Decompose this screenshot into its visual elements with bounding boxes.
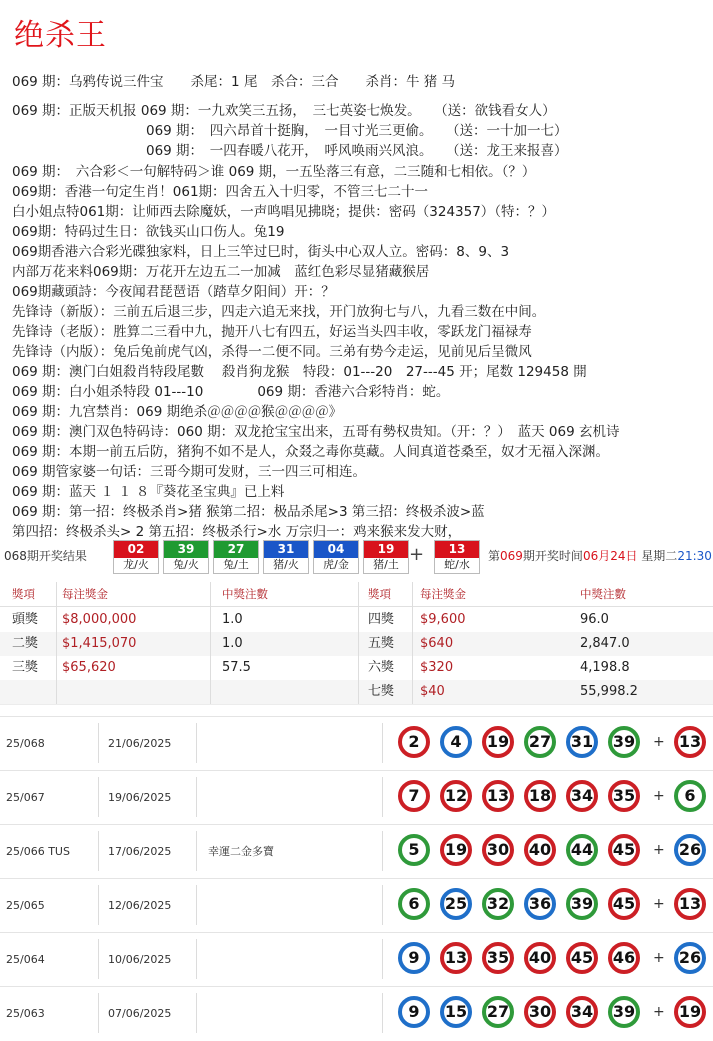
special-ball: 26 bbox=[674, 942, 706, 974]
lottery-ball: 46 bbox=[608, 942, 640, 974]
column-divider bbox=[98, 885, 99, 925]
lottery-ball: 35 bbox=[608, 780, 640, 812]
lottery-ball: 30 bbox=[524, 996, 556, 1028]
prize-row bbox=[0, 632, 713, 657]
prize-name: 四獎 bbox=[368, 612, 395, 627]
table-divider bbox=[210, 582, 211, 704]
lottery-ball: 19 bbox=[440, 834, 472, 866]
text-line: 先锋诗（新版）：三前五后退三步，四走六追无来找，开门放狗七与八，九看三数在中间。 bbox=[12, 304, 546, 320]
special-ball: 13 bbox=[674, 888, 706, 920]
draw-ball bbox=[263, 540, 309, 574]
text-line: 069 期：蓝天 １ １ ８『葵花圣宝典』已上料 bbox=[12, 484, 285, 500]
column-divider bbox=[382, 993, 383, 1033]
prize-name: 三獎 bbox=[12, 660, 39, 675]
lottery-ball: 39 bbox=[566, 888, 598, 920]
prize-amount: $640 bbox=[420, 636, 454, 651]
issue-number: 25/067 bbox=[6, 791, 45, 804]
draw-ball bbox=[213, 540, 259, 574]
prize-name: 七獎 bbox=[368, 684, 395, 699]
prize-header-cell: 中獎注數 bbox=[222, 587, 268, 601]
draw-ball bbox=[313, 540, 359, 574]
lottery-ball: 40 bbox=[524, 834, 556, 866]
column-divider bbox=[98, 939, 99, 979]
special-ball: 6 bbox=[674, 780, 706, 812]
column-divider bbox=[98, 993, 99, 1033]
lottery-ball: 45 bbox=[608, 834, 640, 866]
history-row bbox=[0, 716, 713, 771]
ball-number: 27 bbox=[214, 541, 258, 558]
ball-zodiac: 兔/土 bbox=[223, 558, 249, 571]
lottery-ball: 13 bbox=[440, 942, 472, 974]
issue-number: 25/068 bbox=[6, 737, 45, 750]
lottery-ball: 6 bbox=[398, 888, 430, 920]
lottery-ball: 32 bbox=[482, 888, 514, 920]
lottery-ball: 31 bbox=[566, 726, 598, 758]
prize-count: 1.0 bbox=[222, 612, 243, 627]
lottery-ball: 19 bbox=[482, 726, 514, 758]
prize-amount: $40 bbox=[420, 684, 445, 699]
draw-date: 19/06/2025 bbox=[108, 791, 172, 804]
ball-zodiac: 猪/土 bbox=[373, 558, 399, 571]
prize-row bbox=[0, 680, 713, 705]
prize-amount: $9,600 bbox=[420, 612, 466, 627]
issue-number: 25/065 bbox=[6, 899, 45, 912]
column-divider bbox=[98, 723, 99, 763]
text-line: 先锋诗（老版）：胜算二三看中九，抛开八七有四五，好运当头四丰收，零跃龙门福禄寿 bbox=[12, 324, 532, 340]
prize-amount: $1,415,070 bbox=[62, 636, 137, 651]
ball-zodiac: 兔/火 bbox=[173, 558, 199, 571]
column-divider bbox=[98, 777, 99, 817]
prize-count: 1.0 bbox=[222, 636, 243, 651]
text-line: 内部万花来料069期：万花开左边五二一加减 蓝红色彩尽显猪藏猴居 bbox=[12, 264, 430, 280]
lottery-ball: 44 bbox=[566, 834, 598, 866]
table-divider bbox=[412, 582, 413, 704]
text-line: 069期：特码过生日：欲钱买山口伤人。兔19 bbox=[12, 224, 285, 240]
text-line: 069 期：澳门白姐殺肖特段尾數 殺肖狗龙猴 特段：01---20 27---45 开；尾数 129458 開 bbox=[12, 364, 587, 380]
text-line: 第四招：终极杀头> 2 第五招：终极杀行>水 万宗归一：鸡来猴来发大财， bbox=[12, 524, 462, 540]
prize-name: 五獎 bbox=[368, 636, 395, 651]
column-divider bbox=[196, 939, 197, 979]
lottery-ball: 2 bbox=[398, 726, 430, 758]
plus-sign: + bbox=[409, 544, 425, 565]
issue-number: 25/063 bbox=[6, 1007, 45, 1020]
history-row bbox=[0, 986, 713, 1041]
text-line: 069 期：乌鸦传说三件宝 杀尾：1 尾 杀合：三合 杀肖：牛 猪 马 bbox=[12, 74, 456, 90]
text-line: 069期藏頭詩：今夜闻君琵琶语（踏草夕阳间）开：？ bbox=[12, 284, 335, 300]
column-divider bbox=[196, 723, 197, 763]
text-line: 069 期：九宫禁肖：069 期绝杀＠＠＠＠猴＠＠＠＠》 bbox=[12, 404, 343, 420]
lottery-ball: 27 bbox=[524, 726, 556, 758]
draw-date: 12/06/2025 bbox=[108, 899, 172, 912]
text-line: 先锋诗（内版）：兔后兔前虎气凶，杀得一二便不同。三弟有势今走运，见前见后呈微风 bbox=[12, 344, 532, 360]
history-row bbox=[0, 932, 713, 987]
text-line: 069 期：第一招：终极杀肖>猪 猴第二招：极品杀尾>3 第三招：终极杀波>蓝 bbox=[12, 504, 485, 520]
draw-note: 幸運二金多寶 bbox=[208, 845, 274, 858]
lottery-ball: 40 bbox=[524, 942, 556, 974]
text-line: 069 期管家婆一句话：三哥今期可发财，三一四三可相连。 bbox=[12, 464, 367, 480]
ball-zodiac: 蛇/水 bbox=[444, 558, 470, 571]
history-row bbox=[0, 770, 713, 825]
draw-date: 17/06/2025 bbox=[108, 845, 172, 858]
ball-number: 02 bbox=[114, 541, 158, 558]
prize-count: 57.5 bbox=[222, 660, 251, 675]
prize-row bbox=[0, 656, 713, 681]
lottery-ball: 36 bbox=[524, 888, 556, 920]
issue-number: 25/064 bbox=[6, 953, 45, 966]
lottery-ball: 39 bbox=[608, 996, 640, 1028]
page-title: 绝杀王 bbox=[14, 18, 107, 53]
history-row bbox=[0, 824, 713, 879]
lottery-ball: 15 bbox=[440, 996, 472, 1028]
prize-header-cell: 每注獎金 bbox=[62, 587, 108, 601]
lottery-ball: 39 bbox=[608, 726, 640, 758]
ball-zodiac: 龙/火 bbox=[123, 558, 149, 571]
ball-number: 04 bbox=[314, 541, 358, 558]
text-line: 069 期：本期一前五后防，猪狗不如不是人，众叕之毒你莫藏。人间真道苍桑至，奴才无福入深渊。 bbox=[12, 444, 610, 460]
ball-number: 13 bbox=[435, 541, 479, 558]
prize-count: 96.0 bbox=[580, 612, 609, 627]
ball-number: 31 bbox=[264, 541, 308, 558]
column-divider bbox=[98, 831, 99, 871]
column-divider bbox=[382, 831, 383, 871]
table-divider bbox=[56, 582, 57, 704]
table-divider bbox=[358, 582, 359, 704]
prize-header-row bbox=[0, 582, 713, 607]
lottery-ball: 34 bbox=[566, 780, 598, 812]
prize-amount: $8,000,000 bbox=[62, 612, 137, 627]
lottery-ball: 12 bbox=[440, 780, 472, 812]
plus-sign: + bbox=[653, 1004, 665, 1020]
lottery-ball: 5 bbox=[398, 834, 430, 866]
plus-sign: + bbox=[653, 842, 665, 858]
prize-header-cell: 獎項 bbox=[368, 587, 391, 601]
draw-ball bbox=[363, 540, 409, 574]
lottery-ball: 18 bbox=[524, 780, 556, 812]
lottery-ball: 35 bbox=[482, 942, 514, 974]
special-ball bbox=[434, 540, 480, 574]
prize-header-cell: 每注獎金 bbox=[420, 587, 466, 601]
column-divider bbox=[196, 993, 197, 1033]
ball-zodiac: 猪/火 bbox=[273, 558, 299, 571]
special-ball: 13 bbox=[674, 726, 706, 758]
draw-ball bbox=[113, 540, 159, 574]
lottery-ball: 4 bbox=[440, 726, 472, 758]
text-line: 069 期：正版天机报 069 期：一九欢笑三五扬， 三七英姿七焕发。 （送：欲钱看女人） bbox=[12, 103, 556, 119]
prize-name: 二獎 bbox=[12, 636, 39, 651]
column-divider bbox=[196, 777, 197, 817]
plus-sign: + bbox=[653, 896, 665, 912]
lottery-ball: 13 bbox=[482, 780, 514, 812]
draw-ball bbox=[163, 540, 209, 574]
special-ball: 26 bbox=[674, 834, 706, 866]
issue-number: 25/066 TUS bbox=[6, 845, 70, 858]
prize-amount: $65,620 bbox=[62, 660, 116, 675]
ball-zodiac: 虎/金 bbox=[323, 558, 349, 571]
prize-header-cell: 獎項 bbox=[12, 587, 35, 601]
special-ball: 19 bbox=[674, 996, 706, 1028]
plus-sign: + bbox=[653, 788, 665, 804]
next-draw-info: 第069期开奖时间06月24日 星期二21:30 bbox=[488, 549, 712, 563]
text-line: 069 期：澳门双色特码诗：060 期：双龙抢宝宝出来，五哥有勢权贵知。（开：？） 蓝天 069 玄机诗 bbox=[12, 424, 620, 440]
text-line: 069 期： 四六昂首十挺胸， 一目寸光三更偷。 （送：一十加一七） bbox=[146, 123, 568, 139]
text-line: 069 期： 六合彩＜一句解特码＞谁 069 期，一五坠落三有意，二三随和七相依。（？） bbox=[12, 164, 536, 180]
lottery-ball: 7 bbox=[398, 780, 430, 812]
lottery-ball: 45 bbox=[608, 888, 640, 920]
text-line: 白小姐点特061期：让师西去除魔妖，一声鸣唱见拂晓；提供：密码（324357）（特：？） bbox=[12, 204, 556, 220]
column-divider bbox=[382, 777, 383, 817]
prize-header-cell: 中獎注數 bbox=[580, 587, 626, 601]
prize-amount: $320 bbox=[420, 660, 454, 675]
lottery-ball: 9 bbox=[398, 942, 430, 974]
prize-count: 55,998.2 bbox=[580, 684, 638, 699]
column-divider bbox=[382, 723, 383, 763]
plus-sign: + bbox=[653, 950, 665, 966]
column-divider bbox=[382, 885, 383, 925]
ball-number: 19 bbox=[364, 541, 408, 558]
column-divider bbox=[382, 939, 383, 979]
text-line: 069 期： 一四春暖八花开， 呼风唤雨兴风浪。 （送：龙王来报喜） bbox=[146, 143, 568, 159]
prize-count: 2,847.0 bbox=[580, 636, 630, 651]
draw-label: 068期开奖结果 bbox=[4, 549, 87, 563]
prize-name: 六獎 bbox=[368, 660, 395, 675]
draw-date: 21/06/2025 bbox=[108, 737, 172, 750]
prize-name: 頭獎 bbox=[12, 612, 39, 627]
column-divider bbox=[196, 885, 197, 925]
draw-date: 10/06/2025 bbox=[108, 953, 172, 966]
lottery-ball: 9 bbox=[398, 996, 430, 1028]
column-divider bbox=[196, 831, 197, 871]
lottery-ball: 45 bbox=[566, 942, 598, 974]
history-row bbox=[0, 878, 713, 933]
draw-result-bar bbox=[0, 540, 713, 576]
lottery-ball: 30 bbox=[482, 834, 514, 866]
lottery-ball: 25 bbox=[440, 888, 472, 920]
draw-date: 07/06/2025 bbox=[108, 1007, 172, 1020]
text-line: 069 期：白小姐杀特段 01---10 069 期：香港六合彩特肖：蛇。 bbox=[12, 384, 450, 400]
text-line: 069期：香港一句定生肖！061期：四舍五入十归零，不管三七二十一 bbox=[12, 184, 429, 200]
ball-number: 39 bbox=[164, 541, 208, 558]
text-line: 069期香港六合彩光碟独家料，日上三竿过巳时，街头中心双人立。密码：8、9、3 bbox=[12, 244, 510, 260]
lottery-ball: 27 bbox=[482, 996, 514, 1028]
plus-sign: + bbox=[653, 734, 665, 750]
prize-row bbox=[0, 608, 713, 633]
lottery-ball: 34 bbox=[566, 996, 598, 1028]
prize-count: 4,198.8 bbox=[580, 660, 630, 675]
